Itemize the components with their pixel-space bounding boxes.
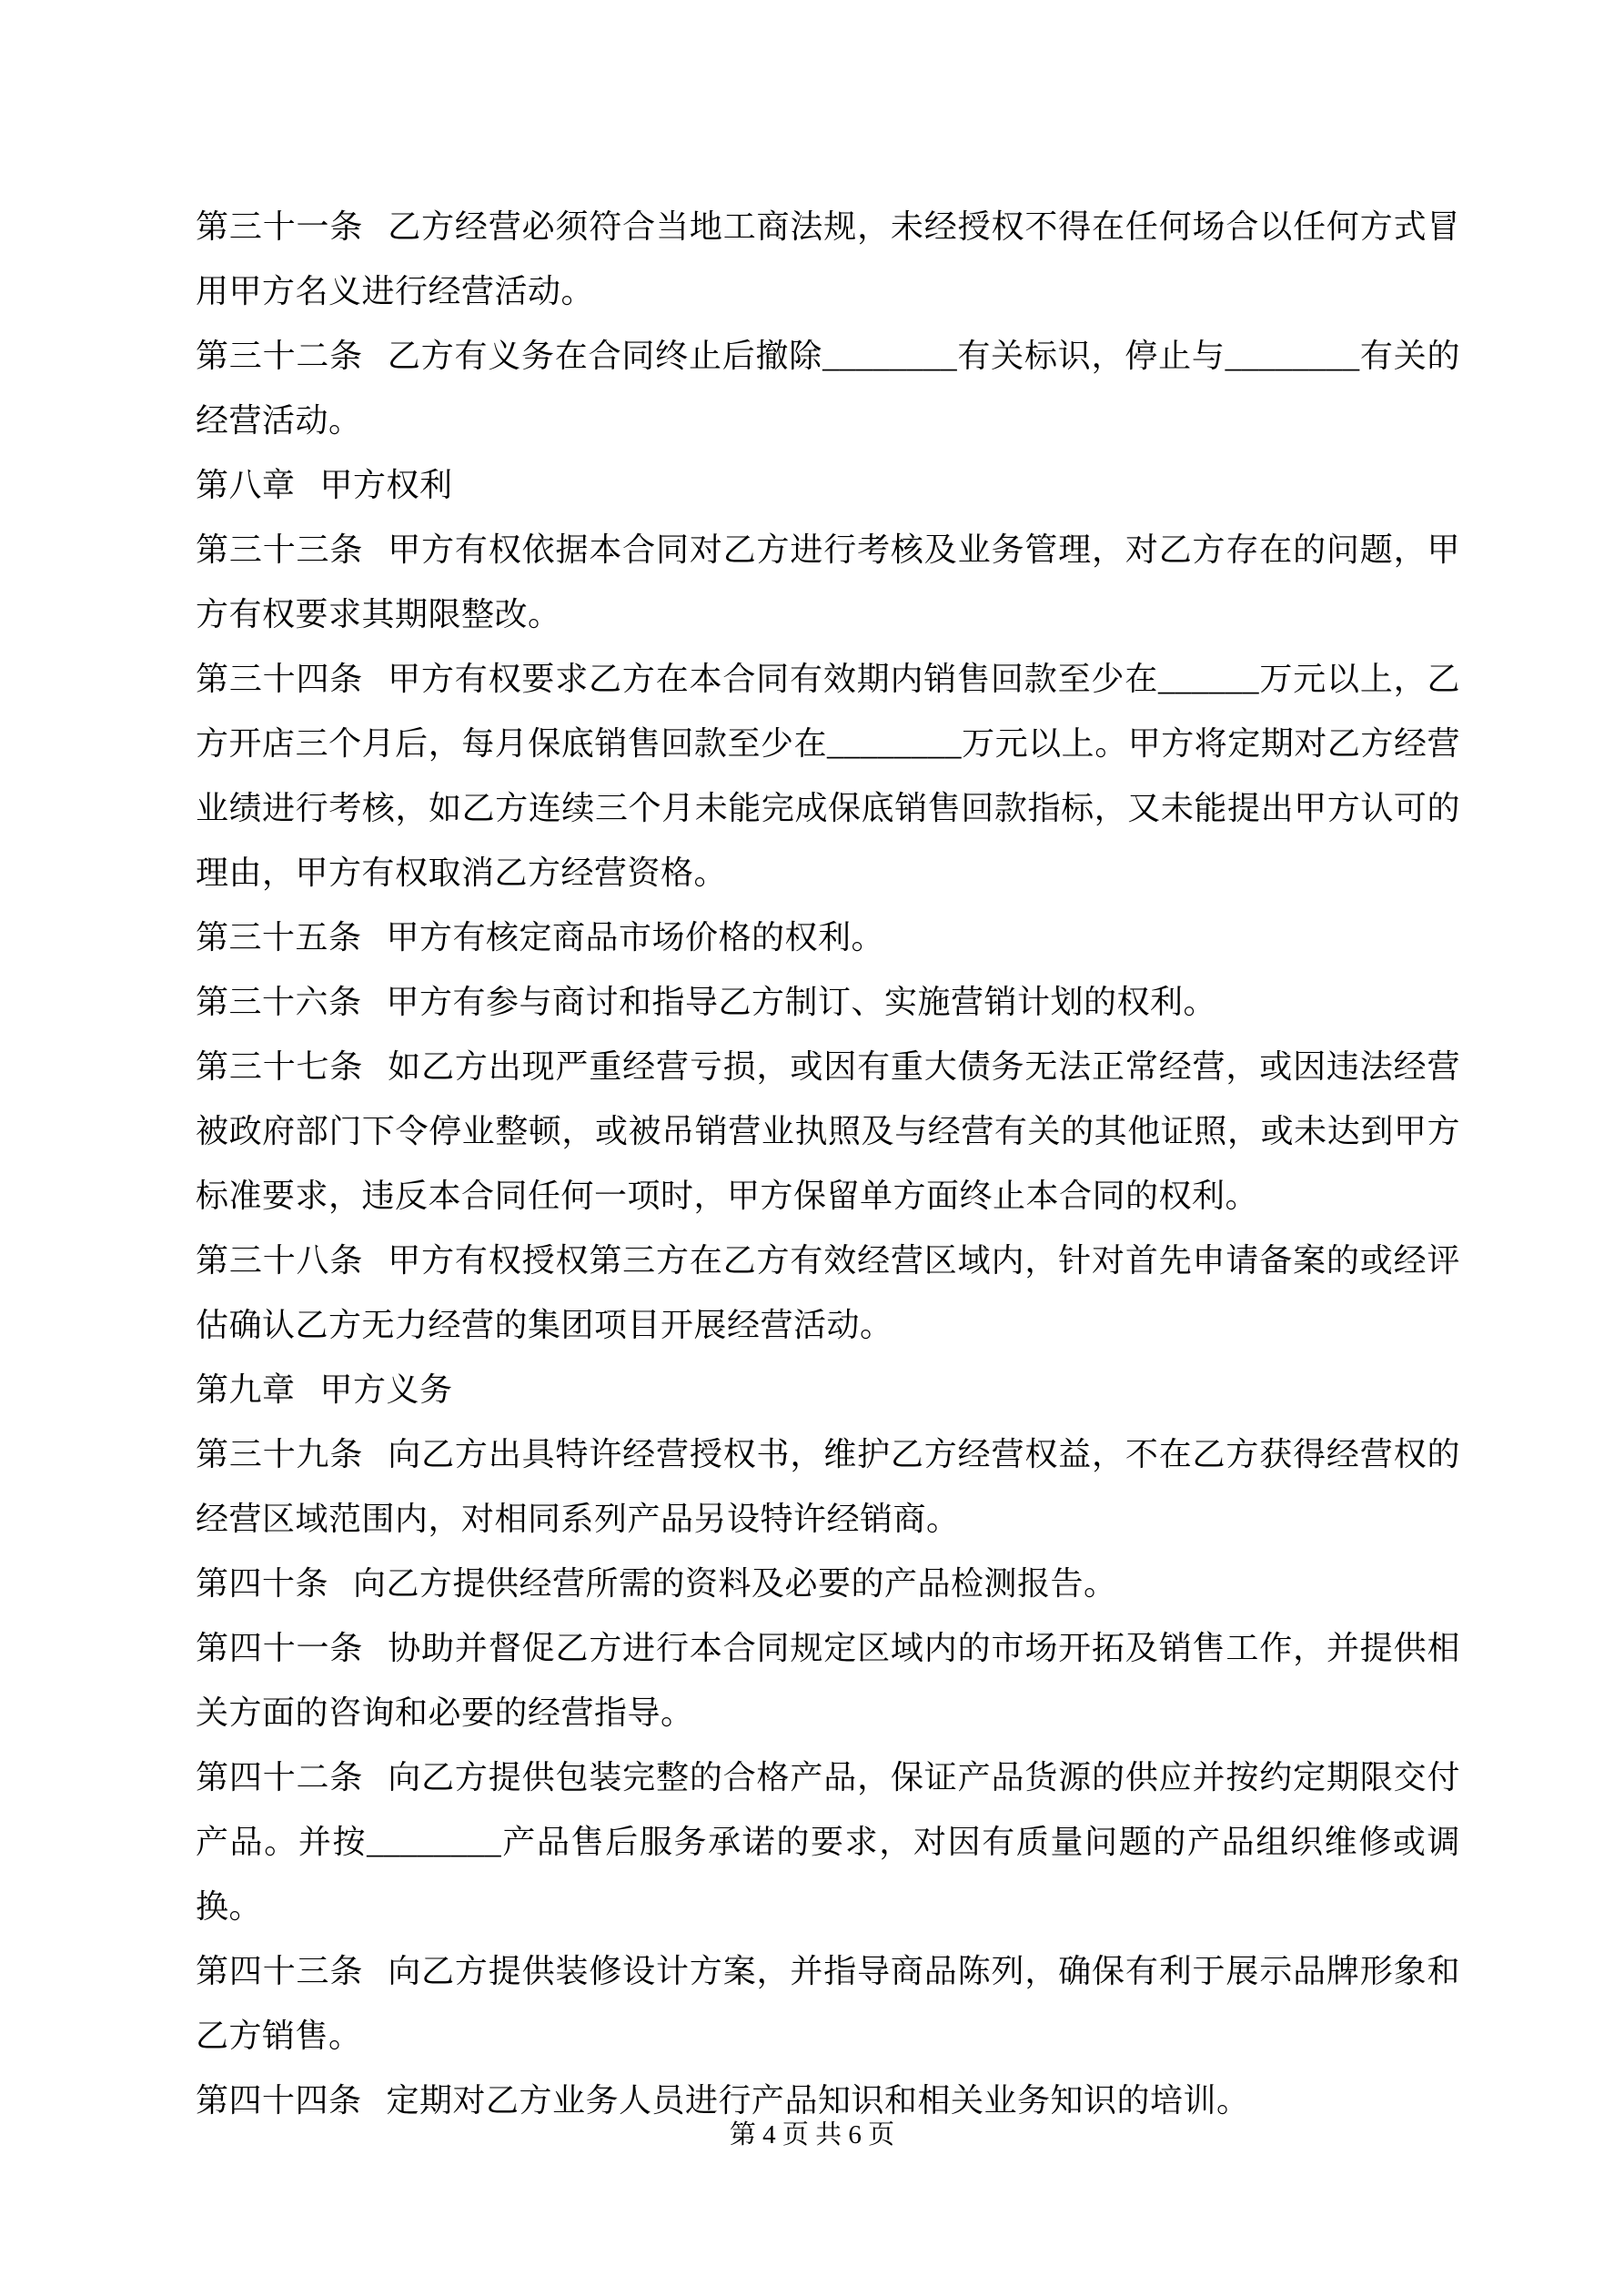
chapter-number: 第八章 bbox=[196, 467, 296, 503]
document-body bbox=[196, 195, 1460, 2133]
clause-text: 甲方有权依据本合同对乙方进行考核及业务管理，对乙方存在的问题，甲方有权要求其期限整改。 bbox=[196, 531, 1460, 632]
clause-paragraph bbox=[196, 1422, 1460, 1552]
clause-text: 协助并督促乙方进行本合同规定区域内的市场开拓及销售工作，并提供相关方面的咨询和必要的经营指导。 bbox=[196, 1630, 1460, 1731]
chapter-number: 第九章 bbox=[196, 1371, 296, 1408]
clause-number: 第三十七条 bbox=[196, 1048, 364, 1085]
clause-number: 第四十一条 bbox=[196, 1630, 364, 1666]
clause-paragraph bbox=[196, 905, 1460, 970]
clause-paragraph bbox=[196, 195, 1460, 324]
clause-text: 向乙方出具特许经营授权书，维护乙方经营权益，不在乙方获得经营权的经营区域范围内，对相同系列产品另设特许经销商。 bbox=[196, 1436, 1460, 1537]
clause-number: 第三十八条 bbox=[196, 1242, 364, 1279]
clause-number: 第三十四条 bbox=[196, 661, 364, 697]
clause-number: 第三十三条 bbox=[196, 531, 364, 568]
clause-number: 第三十二条 bbox=[196, 338, 363, 374]
clause-number: 第三十九条 bbox=[196, 1436, 364, 1472]
clause-text: 甲方有参与商讨和指导乙方制订、实施营销计划的权利。 bbox=[386, 984, 1217, 1020]
clause-text: 甲方有核定商品市场价格的权利。 bbox=[386, 919, 885, 956]
page-footer: 第 4 页 共 6 页 bbox=[729, 2120, 895, 2149]
clause-text: 向乙方提供装修设计方案，并指导商品陈列，确保有利于展示品牌形象和乙方销售。 bbox=[196, 1953, 1460, 2054]
clause-number: 第四十条 bbox=[196, 1565, 329, 1602]
clause-paragraph bbox=[196, 1939, 1460, 2068]
chapter-title: 甲方权利 bbox=[319, 467, 453, 503]
clause-number: 第三十六条 bbox=[196, 984, 362, 1020]
clause-paragraph bbox=[196, 647, 1460, 905]
clause-text: 如乙方出现严重经营亏损，或因有重大债务无法正常经营，或因违法经营被政府部门下令停业整顿，或被吊销营业执照及与经营有关的其他证照，或未达到甲方标准要求，违反本合同任何一项时，甲方保留单方面终止本合同的权利。 bbox=[196, 1048, 1460, 1214]
clause-text: 甲方有权要求乙方在本合同有效期内销售回款至少在______万元以上，乙方开店三个月后，每月保底销售回款至少在________万元以上。甲方将定期对乙方经营业绩进行考核，如乙方连续三个月未能完成保底销售回款指标，又未能提出甲方认可的理由，甲方有权取消乙方经营资格。 bbox=[196, 661, 1460, 891]
clause-paragraph bbox=[196, 1745, 1460, 1939]
clause-paragraph bbox=[196, 518, 1460, 647]
clause-text: 乙方有义务在合同终止后撤除________有关标识，停止与________有关的经营活动。 bbox=[196, 338, 1460, 439]
clause-paragraph bbox=[196, 1035, 1460, 1229]
clause-paragraph bbox=[196, 1616, 1460, 1745]
clause-paragraph bbox=[196, 1229, 1460, 1358]
clause-number: 第四十四条 bbox=[196, 2082, 362, 2119]
chapter-title: 甲方义务 bbox=[319, 1371, 453, 1408]
clause-paragraph bbox=[196, 970, 1460, 1035]
clause-text: 向乙方提供经营所需的资料及必要的产品检测报告。 bbox=[353, 1565, 1117, 1602]
clause-text: 定期对乙方业务人员进行产品知识和相关业务知识的培训。 bbox=[386, 2082, 1250, 2119]
chapter-heading bbox=[196, 453, 1460, 518]
clause-text: 向乙方提供包装完整的合格产品，保证产品货源的供应并按约定期限交付产品。并按________产品售后服务承诺的要求，对因有质量问题的产品组织维修或调换。 bbox=[196, 1759, 1460, 1925]
clause-number: 第三十五条 bbox=[196, 919, 362, 956]
chapter-heading bbox=[196, 1358, 1460, 1422]
clause-text: 乙方经营必须符合当地工商法规，未经授权不得在任何场合以任何方式冒用甲方名义进行经营活动。 bbox=[196, 208, 1460, 309]
clause-text: 甲方有权授权第三方在乙方有效经营区域内，针对首先申请备案的或经评估确认乙方无力经营的集团项目开展经营活动。 bbox=[196, 1242, 1460, 1343]
clause-number: 第四十二条 bbox=[196, 1759, 364, 1795]
clause-paragraph bbox=[196, 324, 1460, 453]
clause-number: 第三十一条 bbox=[196, 208, 364, 245]
clause-number: 第四十三条 bbox=[196, 1953, 364, 1989]
clause-paragraph bbox=[196, 1552, 1460, 1616]
